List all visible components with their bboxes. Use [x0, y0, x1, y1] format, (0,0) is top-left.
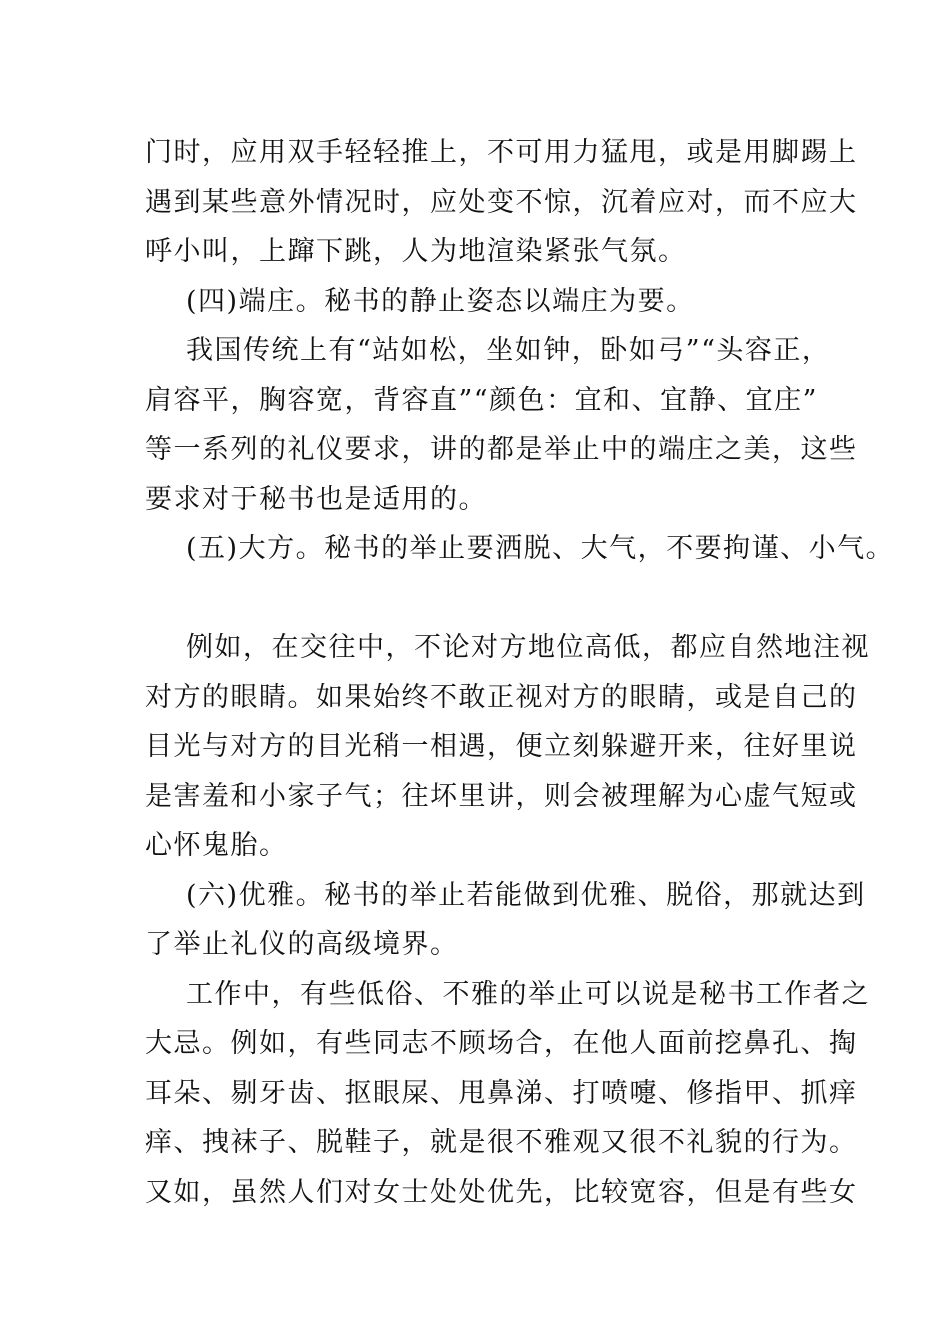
- text-line: 我国传统上有“站如松，坐如钟，卧如弓”“头容正，: [186, 335, 831, 366]
- text-line: 等一系列的礼仪要求，讲的都是举止中的端庄之美，这些: [145, 434, 858, 465]
- text-line: 痒、拽袜子、脱鞋子，就是很不雅观又很不礼貌的行为。: [145, 1127, 858, 1158]
- text-line: 又如，虽然人们对女士处处优先，比较宽容，但是有些女: [145, 1177, 858, 1208]
- text-line: 目光与对方的目光稍一相遇，便立刻躲避开来，往好里说: [145, 731, 858, 762]
- text-line: 工作中，有些低俗、不雅的举止可以说是秘书工作者之: [186, 979, 870, 1010]
- text-line: 遇到某些意外情况时，应处变不惊，沉着应对，而不应大: [145, 187, 858, 218]
- text-line: 门时，应用双手轻轻推上，不可用力猛甩，或是用脚踢上: [145, 137, 858, 168]
- text-line: 了举止礼仪的高级境界。: [145, 929, 459, 960]
- section-heading: (四)端庄。秘书的静止姿态以端庄为要。: [186, 286, 695, 317]
- section-heading: (六)优雅。秘书的举止若能做到优雅、脱俗，那就达到: [186, 880, 866, 911]
- text-line: 例如，在交往中，不论对方地位高低，都应自然地注视: [186, 632, 870, 663]
- text-line: 大忌。例如，有些同志不顾场合，在他人面前挖鼻孔、掏: [145, 1028, 858, 1059]
- text-line: 要求对于秘书也是适用的。: [145, 484, 487, 515]
- text-line: 呼小叫，上蹿下跳，人为地渲染紧张气氛。: [145, 236, 687, 267]
- section-heading: (五)大方。秘书的举止要洒脱、大气，不要拘谨、小气。: [186, 533, 895, 564]
- text-line: 肩容平，胸容宽，背容直”“颜色：宜和、宜静、宜庄”: [145, 385, 818, 416]
- text-line: 是害羞和小家子气；往坏里讲，则会被理解为心虚气短或: [145, 781, 858, 812]
- text-line: 耳朵、剔牙齿、抠眼屎、甩鼻涕、打喷嚏、修指甲、抓痒: [145, 1078, 858, 1109]
- text-line: 对方的眼睛。如果始终不敢正视对方的眼睛，或是自己的: [145, 682, 858, 713]
- text-line: 心怀鬼胎。: [145, 830, 288, 861]
